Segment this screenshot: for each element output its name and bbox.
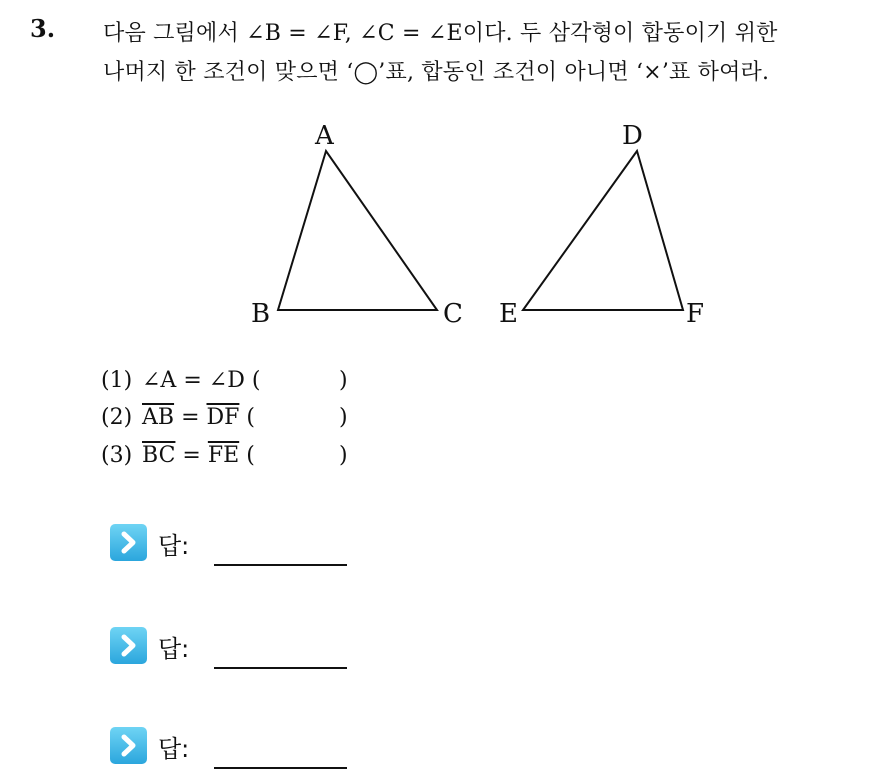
answer-blank[interactable] — [214, 667, 347, 669]
condition-right: $\overline{DF}$ — [206, 405, 240, 430]
answer-label: 답: — [158, 735, 190, 763]
triangle-abc — [278, 151, 437, 310]
vertex-label-f: F — [686, 299, 705, 329]
condition-paren-close: ) — [339, 368, 348, 393]
vertex-label-c: C — [443, 299, 463, 329]
vertex-label-e: E — [499, 299, 518, 329]
condition-equals: = — [182, 443, 201, 468]
condition-paren-open: ( — [246, 443, 255, 468]
answer-label: 답: — [158, 532, 190, 560]
vertex-label-a: A — [315, 121, 334, 151]
condition-left: $\overline{BC}$ — [142, 443, 176, 468]
answer-blank[interactable] — [214, 564, 347, 566]
condition-right: $\overline{FE}$ — [207, 443, 240, 468]
condition-right: ∠D — [208, 368, 245, 393]
condition-number: (2) — [101, 405, 133, 430]
condition-number: (1) — [101, 368, 133, 393]
condition-2 — [101, 405, 348, 430]
condition-equals: = — [183, 368, 202, 393]
condition-3 — [101, 443, 348, 468]
condition-left: $\overline{AB}$ — [142, 405, 175, 430]
question-text-line-2: 나머지 한 조건이 맞으면 ‘◯’표, 합동인 조건이 아니면 ‘×’표 하여라. — [103, 60, 770, 85]
chevron-right-icon — [110, 627, 147, 664]
condition-paren-close: ) — [339, 405, 348, 430]
condition-1 — [101, 368, 348, 393]
condition-left: ∠A — [142, 368, 177, 393]
answer-blank[interactable] — [214, 767, 347, 769]
vertex-label-b: B — [251, 299, 271, 329]
condition-number: (3) — [101, 443, 133, 468]
answer-label: 답: — [158, 635, 190, 663]
condition-paren-close: ) — [339, 443, 348, 468]
condition-equals: = — [181, 405, 200, 430]
triangle-def — [523, 151, 683, 310]
question-text-line-1: 다음 그림에서 ∠B = ∠F, ∠C = ∠E이다. 두 삼각형이 합동이기 위한 — [103, 21, 778, 46]
condition-paren-open: ( — [251, 368, 261, 393]
condition-paren-open: ( — [246, 405, 255, 430]
chevron-right-icon — [110, 524, 147, 561]
answer-row-2 — [110, 627, 370, 667]
answer-row-3 — [110, 727, 370, 767]
question-number: 3. — [30, 14, 56, 43]
vertex-label-d: D — [622, 121, 643, 151]
chevron-right-icon — [110, 727, 147, 764]
answer-row-1 — [110, 524, 370, 564]
